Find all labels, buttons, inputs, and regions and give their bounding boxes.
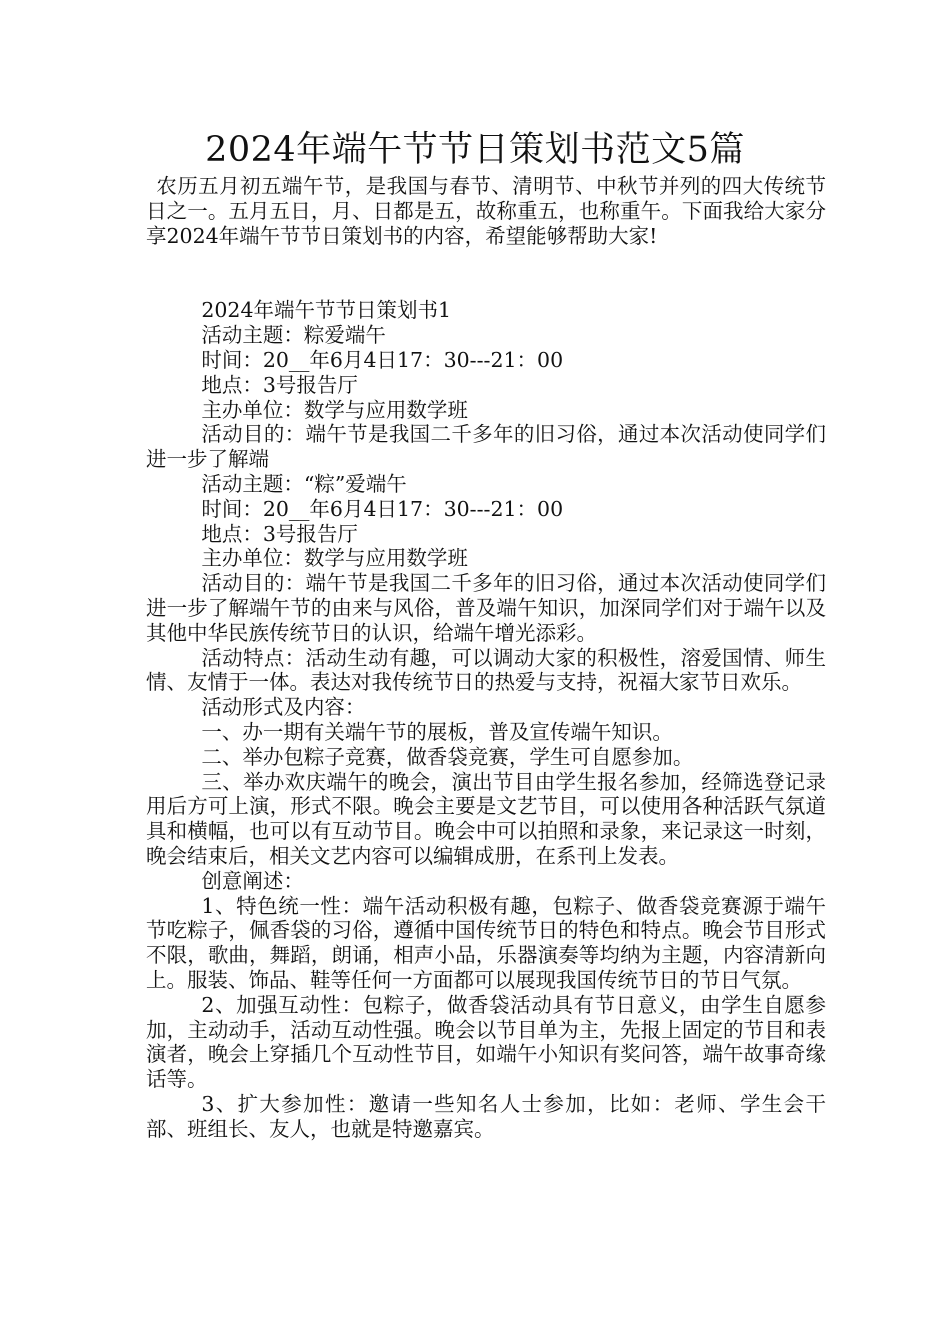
- activity-purpose: 活动目的：端午节是我国二千多年的旧习俗，通过本次活动使同学们进一步了解端: [146, 422, 826, 472]
- activity-time: 时间：20__年6月4日17：30---21：00: [201, 347, 564, 372]
- creative-item: 2、加强互动性：包粽子，做香袋活动具有节日意义，由学生自愿参加，主动动手，活动互动性强。晚会以节目单为主，先报上固定的节目和表演者，晚会上穿插几个互动性节目，如端午小知识有奖问答，端午故事奇缘话等。: [146, 992, 826, 1092]
- creative-item: 3、扩大参加性：邀请一些知名人士参加，比如：老师、学生会干部、班组长、友人，也就是特邀嘉宾。: [146, 1091, 826, 1141]
- creative-item: 1、特色统一性：端午活动积极有趣，包粽子、做香袋竞赛源于端午节吃粽子，佩香袋的习俗，遵循中国传统节日的特色和特点。晚会节目形式不限，歌曲，舞蹈，朗诵，相声小品，乐器演奏等均纳为主题，内容清新向上。服装、饰品、鞋等任何一方面都可以展现我国传统节日的节日气氛。: [146, 893, 826, 992]
- activity-time: 时间：20__年6月4日17：30---21：00: [201, 496, 564, 521]
- activity-organizer: 主办单位：数学与应用数学班: [201, 397, 468, 422]
- document-title: 2024年端午节节日策划书范文5篇: [205, 130, 745, 170]
- format-item: 二、举办包粽子竞赛，做香袋竞赛，学生可自愿参加。: [201, 744, 694, 769]
- section-heading: 2024年端午节节日策划书1: [201, 298, 452, 323]
- format-item: 一、办一期有关端午节的展板，普及宣传端午知识。: [201, 719, 673, 744]
- activity-organizer: 主办单位：数学与应用数学班: [201, 546, 468, 571]
- activity-features: 活动特点：活动生动有趣，可以调动大家的积极性，溶爱国情、师生情、友情于一体。表达对我传统节日的热爱与支持，祝福大家节日欢乐。: [146, 645, 826, 695]
- activity-theme: 活动主题：粽爱端午: [201, 323, 386, 348]
- creative-heading: 创意阐述：: [201, 868, 304, 893]
- activity-place: 地点：3号报告厅: [201, 372, 358, 397]
- format-item: 三、举办欢庆端午的晚会，演出节目由学生报名参加，经筛选登记录用后方可上演，形式不限。晚会主要是文艺节目，可以使用各种活跃气氛道具和横幅，也可以有互动节目。晚会中可以拍照和录象，来记录这一时刻，晚会结束后，相关文艺内容可以编辑成册，在系刊上发表。: [146, 769, 826, 868]
- activity-purpose: 活动目的：端午节是我国二千多年的旧习俗，通过本次活动使同学们进一步了解端午节的由来与风俗，普及端午知识，加深同学们对于端午以及其他中华民族传统节日的认识，给端午增光添彩。: [146, 571, 826, 645]
- document-body: [146, 174, 826, 1141]
- format-heading: 活动形式及内容：: [201, 695, 366, 720]
- intro-paragraph: 农历五月初五端午节，是我国与春节、清明节、中秋节并列的四大传统节日之一。五月五日，月、日都是五，故称重五，也称重午。下面我给大家分享2024年端午节节日策划书的内容，希望能够帮助大家!: [146, 174, 826, 248]
- activity-place: 地点：3号报告厅: [201, 521, 358, 546]
- activity-theme: 活动主题：“粽”爱端午: [201, 471, 407, 496]
- paragraph-spacer: [146, 248, 826, 298]
